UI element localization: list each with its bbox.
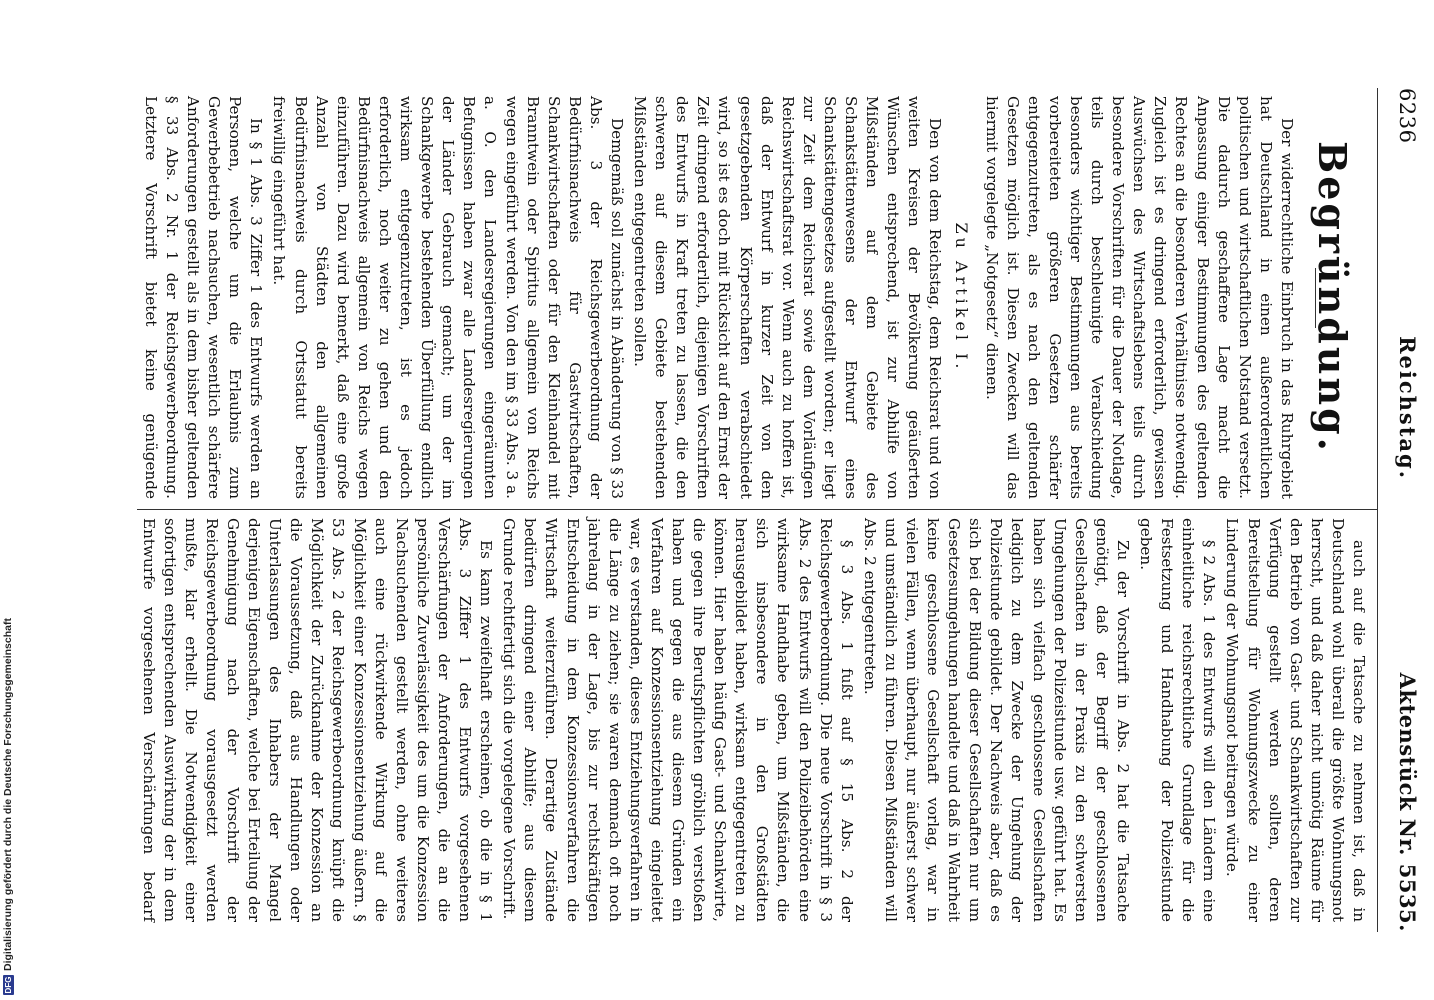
page-number: 6236 bbox=[1395, 88, 1419, 144]
paragraph: Demgemäß soll zunächst in Abänderung von § 33 Abs. 3 der Reichsgewerbeordnung der Bedürfnisnachweis für Gastwirtschaften, Schankwirtschaften oder für den Kleinhandel mit Branntwein oder Spiritus allgemein von Reichs wegen eingeführt werden. Von den im § 33 Abs. 3 a. a. O. den Landesregierungen eingeräumten Befugnissen haben zwar alle Landesregierungen der Länder Gebrauch gemacht; um der im Schankgewerbe bestehenden Überfüllung endlich wirksam entgegenzutreten, ist es jedoch erforderlich, noch weiter zu gehen und den Bedürfnisnachweis allgemein von Reichs wegen einzuführen. Dazu wird bemerkt, daß eine große Anzahl von Städten den allgemeinen Bedürfnisnachweis durch Ortsstatut bereits freiwillig eingeführt hat. bbox=[270, 96, 626, 499]
header-publication: Reichstag. bbox=[1395, 336, 1420, 481]
credit-text: Digitalisierung gefördert durch die Deutsche Forschungsgemeinschaft bbox=[2, 618, 14, 971]
left-column bbox=[137, 88, 1377, 510]
page-header bbox=[1377, 88, 1420, 932]
article-1-continued-text bbox=[137, 518, 1369, 922]
right-column bbox=[137, 510, 1377, 932]
section-heading-article-1: Zu Artikel I. bbox=[952, 222, 972, 373]
paragraph: auch auf die Tatsache zu nehmen ist, daß in Deutschland wohl überall die größte Wohnungsnot herrscht, und daß daher nicht unnötig Räume für den Betrieb von Gast- und Schankwirtschaften zur Verfügung gestellt werden sollten, deren Bereitstellung für Wohnungszwecke zu einer Linderung der Wohnungsnot beitragen würde. bbox=[1223, 518, 1368, 922]
text-columns bbox=[137, 88, 1377, 932]
digitization-credit bbox=[2, 618, 14, 995]
intro-text bbox=[981, 96, 1297, 499]
document-title: Begründung. bbox=[1310, 141, 1355, 454]
scanned-page bbox=[113, 70, 1428, 950]
article-1-text bbox=[137, 96, 945, 499]
paragraph: § 3 Abs. 1 fußt auf § 15 Abs. 2 der Reichsgewerbeordnung. Die neue Vorschrift in § 3 Abs. 2 des Entwurfs will den Polizeibehörden eine wirksame Handhabe geben, um Mißständen, die sich insbesondere in den Großstädten herausgebildet haben, wirksam entgegentreten zu können. Hier haben häufig Gast- und Schankwirte, die gegen ihre Berufspflichten gröblich verstoßen haben und gegen die aus diesem Gründen ein Verfahren auf Konzessionsentziehung eingeleitet war, es verstanden, dieses Entziehungsverfahren in die Länge zu ziehen; sie waren demnach oft noch jahrelang in der Lage, bis zur rechtskräftigen Entscheidung in dem Konzessionsverfahren die Wirtschaft weiterzuführen. Derartige Zustände bedürfen dringend einer Abhilfe; aus diesem Grunde rechtfertigt sich die vorgelegene Vorschrift. bbox=[500, 518, 856, 922]
header-document-number: Aktenstück Nr. 5535. bbox=[1395, 672, 1420, 932]
paragraph: § 2 Abs. 1 des Entwurfs will den Ländern eine einheitliche reichsrechtliche Grundlage für die Festsetzung und Handhabung der Polizeistunde geben. bbox=[1137, 518, 1219, 922]
paragraph: Der widerrechtliche Einbruch in das Ruhrgebiet hat Deutschland in einen außerordentlichen politischen und wirtschaftlichen Notstand versetzt. Die dadurch geschaffene Lage macht die Anpassung einiger Bestimmungen des geltenden Rechtes an die besonderen Verhältnisse notwendig. Zugleich ist es dringend erforderlich, gewissen Auswüchsen des Wirtschaftslebens teils durch besondere Vorschriften für die Dauer der Notlage, teils durch beschleunigte Verabschiedung besonders wichtiger Bestimmungen aus bereits vorbereiteten größeren Gesetzen schärfer entgegenzutreten, als es nach den geltenden Gesetzen möglich ist. Diesen Zwecken will das hiermit vorgelegte „Notgesetz“ dienen. bbox=[982, 96, 1296, 499]
paragraph: Es kann zweifelhaft erscheinen, ob die in § 1 Abs. 3 Ziffer 1 des Entwurfs vorgesehenen Verschärfungen der Anforderungen, die an die persönliche Zuverlässigkeit des um die Konzession Nachsuchenden gestellt werden, ohne weiteres auch eine rückwirkende Wirkung auf die Möglichkeit einer Konzessionsentziehung äußern. § 53 Abs. 2 der Reichsgewerbeordnung knüpft die Möglichkeit der Zurücknahme der Konzession an die Voraussetzung, daß aus Handlungen oder Unterlassungen des Inhabers der Mangel derjenigen Eigenschaften, welche bei Erteilung der Genehmigung nach der Vorschrift der Reichsgewerbeordnung vorausgesetzt werden mußte, klar erhellt. Die Notwendigkeit einer sofortigen entsprechenden Auswirkung der in dem Entwurfe vorgesehenen Verschärfungen bedarf bbox=[139, 518, 496, 922]
dfg-logo-icon: DFG bbox=[3, 976, 13, 994]
paragraph: Den von dem Reichstag, dem Reichsrat und von weiten Kreisen der Bevölkerung geäußerten Wünschen entsprechend, ist zur Abhilfe von Mißständen auf dem Gebiete des Schankstättenwesens der Entwurf eines Schankstättengesetzes aufgestellt worden; er liegt zur Zeit dem Reichsrat sowie dem Vorläufigen Reichswirtschaftsrat vor. Wenn auch zu hoffen ist, daß der Entwurf in kurzer Zeit von den gesetzgebenden Körperschaften verabschiedet wird, so ist es doch mit Rücksicht auf den Ernst der Zeit dringend erforderlich, diejenigen Vorschriften des Entwurfs in Kraft treten zu lassen, die den schweren auf diesem Gebiete bestehenden Mißständen entgegentreten sollen. bbox=[631, 96, 945, 499]
paragraph: Zu der Vorschrift in Abs. 2 hat die Tatsache genötigt, daß der Begriff der geschlossenen Gesellschaften in der Praxis zu den schwersten Umgehungen der Polizeistunde usw. geführt hat. Es haben sich vielfach geschlossene Gesellschaften lediglich zu dem Zwecke der Umgehung der Polizeistunde gebildet. Der Nachweis aber, daß es sich bei der Bildung dieser Gesellschaften nur um Gesetzesumgehungen handelte und daß in Wahrheit keine geschlossene Gesellschaft vorlag, war in vielen Fällen, wenn überhaupt, nur äußerst schwer und umständlich zu führen. Diesen Mißständen will Abs. 2 entgegentreten. bbox=[860, 518, 1132, 922]
paragraph: In § 1 Abs. 3 Ziffer 1 des Entwurfs werden an Personen, welche um die Erlaubnis zum Gewerbebetrieb nachsuchen, wesentlich schärfere Anforderungen gestellt als in dem bisher geltenden § 33 Abs. 2 Nr. 1 der Reichsgewerbeordnung. Letztere Vorschrift bietet keine genügende bbox=[141, 96, 266, 499]
